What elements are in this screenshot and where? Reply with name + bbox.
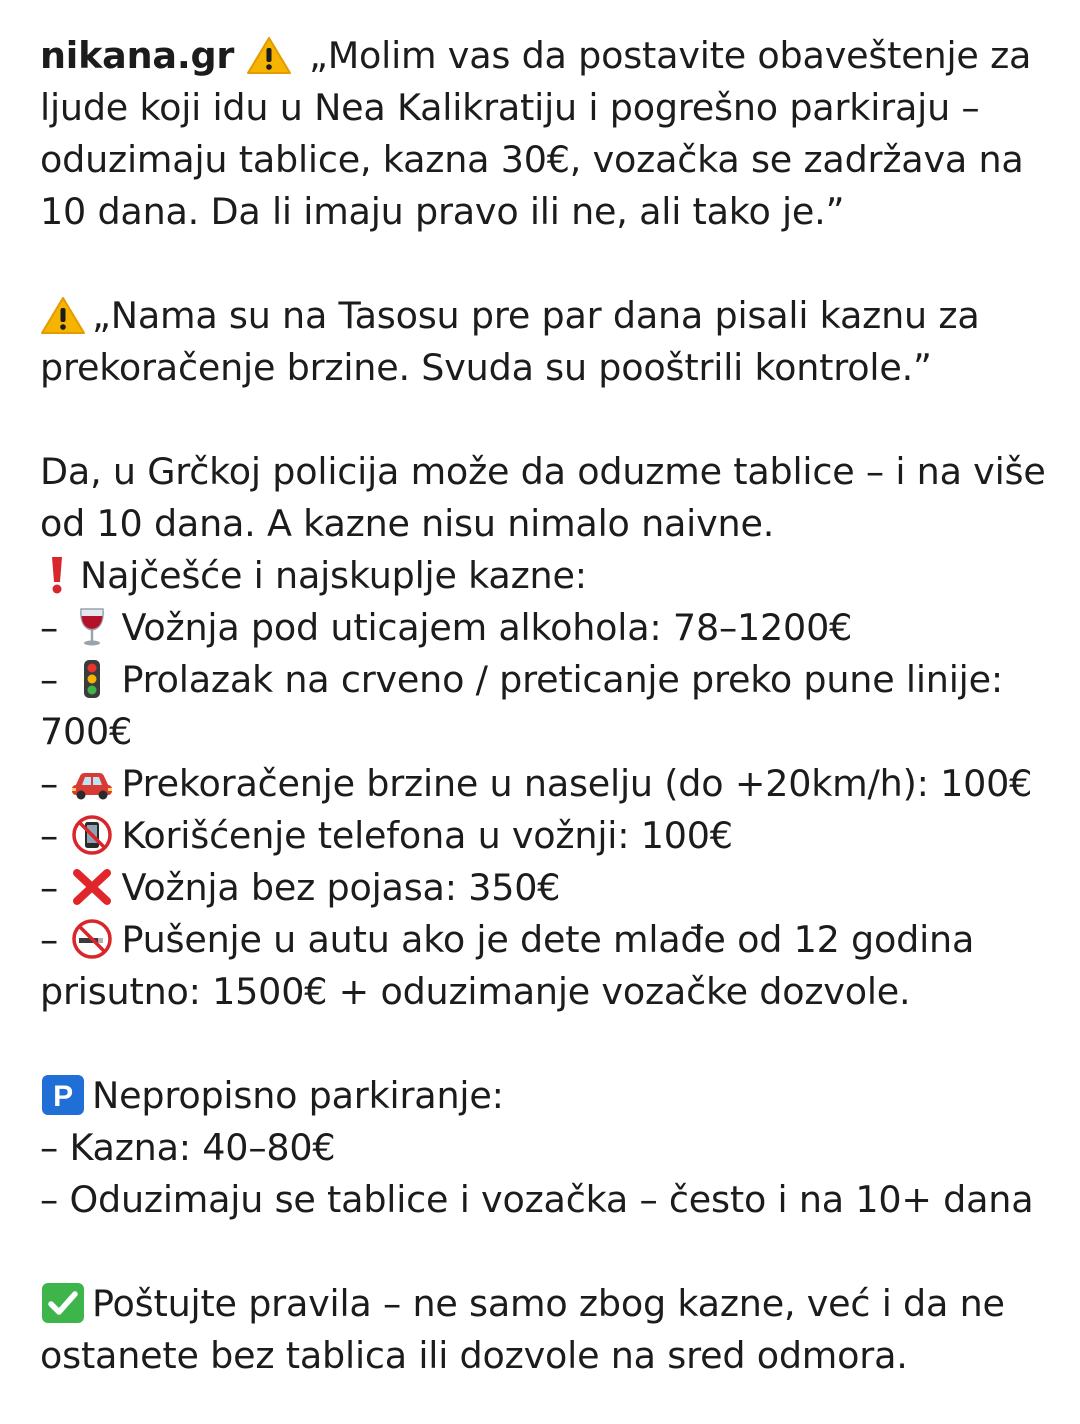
list-item: – Vožnja bez pojasa: 350€ bbox=[40, 866, 561, 909]
list-item: – Prolazak na crveno / preticanje preko pune linije: bbox=[40, 658, 1003, 701]
cross-mark-icon bbox=[69, 867, 115, 907]
answer-section: Da, u Grčkoj policija može da oduzme tablice – i na više od 10 dana. A kazne nisu nimalo naivne. Najčešće i najskuplje kazne: – Vožnja pod uticajem alkohola: 78–1200€ – Prolazak na crveno / preticanje preko pune linije: 700€ – Prekoračenje brzine u naselju (do +20km/h): 100€ – Korišćenje telefona u vožnji: 100€ – Vožnja bez pojasa: 350€ – Pušenje u autu ako je dete mlađe od 12 godina prisutno: 1500€ + oduzimanje vozačke dozvole. bbox=[40, 450, 1046, 1013]
check-mark-icon bbox=[40, 1283, 86, 1323]
parking-heading: P Nepropisno parkiranje: bbox=[40, 1070, 1040, 1122]
second-quote: „Nama su na Tasosu pre par dana pisali kaznu za prekoračenje brzine. Svuda su pooštrili kontrole.” bbox=[40, 294, 980, 389]
intro-quote: nikana.gr „Molim vas da postavite obaveštenje za ljude koji idu u Nea Kalikratiju i pogrešno parkiraju – oduzimaju tablice, kazna 30€, vozačka se zadržava na 10 dana. Da li imaju pravo ili ne, ali tako je.” bbox=[40, 34, 1032, 233]
parking-icon bbox=[40, 1075, 86, 1115]
warning-icon bbox=[246, 35, 292, 75]
exclamation-icon bbox=[40, 555, 74, 595]
list-item: – Oduzimaju se tablice i vozačka – često i na 10+ dana bbox=[40, 1178, 1034, 1221]
warning-icon bbox=[40, 295, 86, 335]
list-item: – Korišćenje telefona u vožnji: 100€ bbox=[40, 814, 733, 857]
parking-section bbox=[40, 1070, 1040, 1226]
wine-glass-icon bbox=[69, 607, 115, 647]
list-item: – Kazna: 40–80€ bbox=[40, 1126, 336, 1169]
list-item: – Prekoračenje brzine u naselju (do +20km/h): 100€ bbox=[40, 762, 1033, 805]
svg-text:P: P bbox=[53, 1080, 73, 1113]
list-item: – Vožnja pod uticajem alkohola: 78–1200€ bbox=[40, 606, 853, 649]
traffic-light-icon bbox=[69, 659, 115, 699]
username-link[interactable]: nikana.gr bbox=[40, 34, 235, 77]
no-mobile-phones-icon bbox=[69, 815, 115, 855]
car-icon bbox=[69, 763, 115, 803]
list-item: – Pušenje u autu ako je dete mlađe od 12 godina bbox=[40, 918, 975, 961]
fines-heading: Najčešće i najskuplje kazne: bbox=[40, 550, 1040, 602]
closing-section: Poštujte pravila – ne samo zbog kazne, već i da ne ostanete bez tablica ili dozvole na sred odmora. bbox=[40, 1282, 1005, 1377]
no-smoking-icon bbox=[69, 919, 115, 959]
post-caption bbox=[40, 30, 1046, 1382]
